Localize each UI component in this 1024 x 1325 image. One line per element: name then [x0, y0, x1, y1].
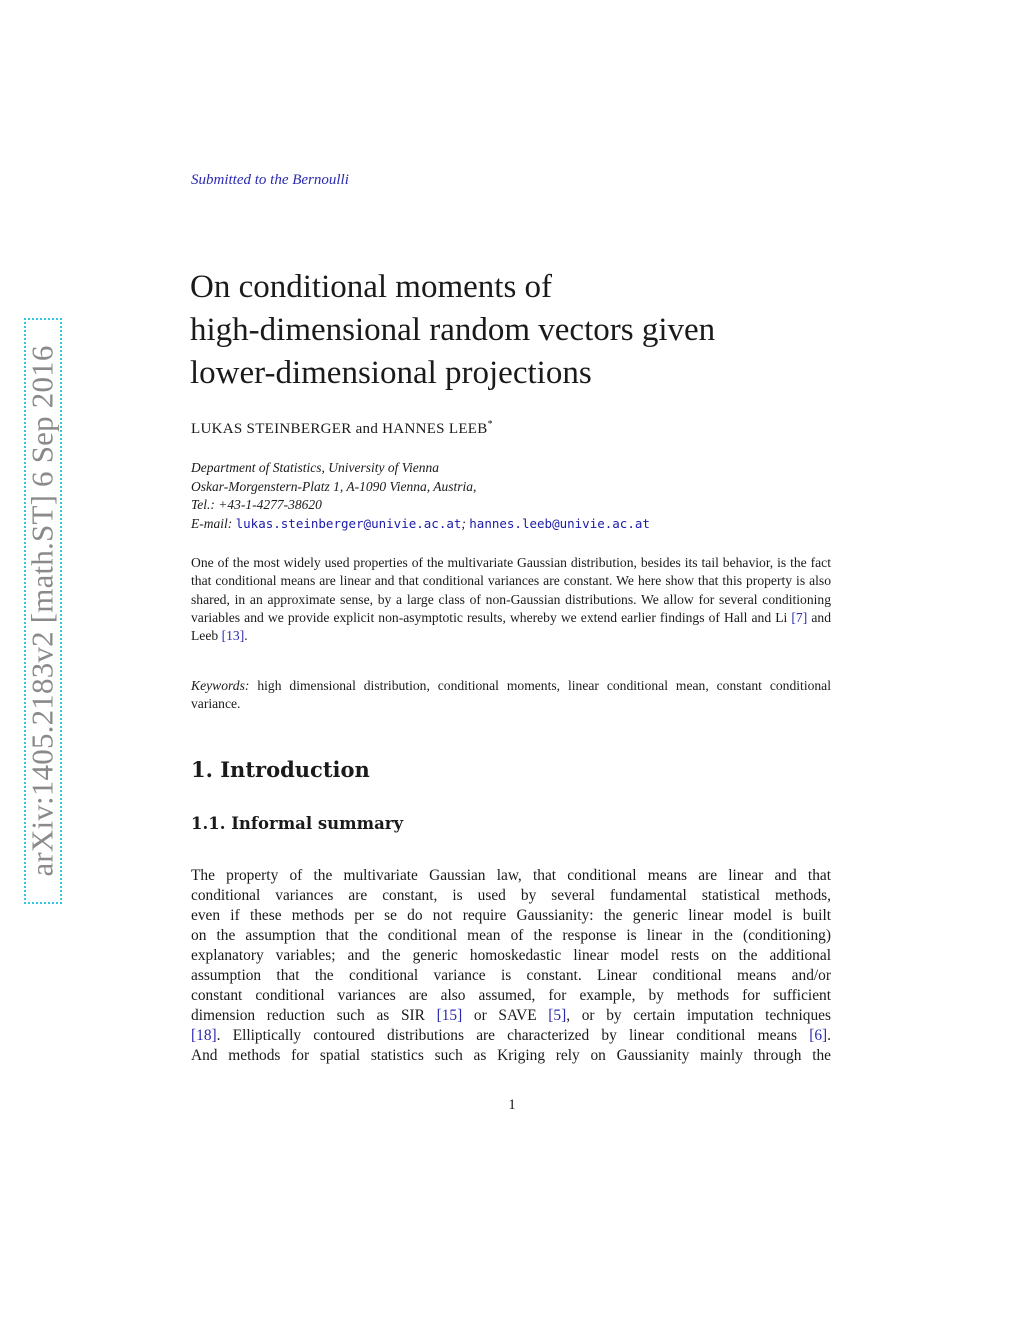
- submitted-note[interactable]: Submitted to the Bernoulli: [191, 172, 349, 188]
- citation-link[interactable]: [5]: [548, 1007, 567, 1024]
- affiliation-email-line: [191, 515, 650, 534]
- body-line: [191, 986, 831, 1006]
- abstract-text: .: [244, 628, 248, 644]
- affiliation-block: [191, 459, 650, 533]
- affiliation-address: Oskar-Morgenstern-Platz 1, A-1090 Vienna, Austria,: [191, 478, 477, 494]
- body-text-run: assumption that the conditional variance is constant. Linear conditional means and/or: [191, 967, 831, 984]
- body-text-run: , or by certain imputation techniques: [566, 1007, 831, 1024]
- body-line: [191, 926, 831, 946]
- title-line: high-dimensional random vectors given: [190, 312, 716, 348]
- author-list: [191, 419, 493, 438]
- body-line: [191, 906, 831, 926]
- body-line: [191, 966, 831, 986]
- citation-link[interactable]: [15]: [436, 1007, 463, 1024]
- abstract-text: and Leeb: [191, 609, 831, 644]
- paper-title: [190, 266, 830, 395]
- page-number: 1: [508, 1097, 516, 1113]
- citation-link[interactable]: [6]: [809, 1027, 828, 1044]
- body-line: [191, 1046, 831, 1066]
- email-link-steinberger[interactable]: lukas.steinberger@univie.ac.at: [235, 515, 462, 531]
- abstract-text: One of the most widely used properties of the multivariate Gaussian distribution, besides its tail behavior, is the fact that conditional means are linear and that conditional variances are constant. We here show that this property is also shared, in an approximate sense, by a large class of non-Gaussian distributions. We allow for several conditioning variables and we provide explicit non-asymptotic results, whereby we extend earlier findings of Hall and Li: [191, 555, 831, 625]
- email-link-leeb[interactable]: hannes.leeb@univie.ac.at: [469, 515, 650, 531]
- keywords-text: high dimensional distribution, conditional moments, linear conditional mean, constant conditional variance.: [191, 678, 831, 712]
- citation-link[interactable]: [18]: [191, 1027, 217, 1044]
- body-line: [191, 1026, 831, 1046]
- body-line: [191, 1006, 831, 1026]
- title-line: On conditional moments of: [190, 269, 553, 305]
- body-text-run: And methods for spatial statistics such as Kriging rely on Gaussianity mainly through the: [191, 1047, 831, 1064]
- abstract: [191, 554, 831, 645]
- body-line: [191, 866, 831, 886]
- citation-link[interactable]: [13]: [221, 628, 245, 644]
- body-paragraph: [191, 866, 831, 1066]
- keywords: [191, 677, 831, 714]
- body-text-run: on the assumption that the conditional mean of the response is linear in the (conditioning): [191, 927, 831, 944]
- body-text-run: The property of the multivariate Gaussian law, that conditional means are linear and that: [191, 867, 831, 884]
- arxiv-stamp-text: arXiv:1405.2183v2 [math.ST] 6 Sep 2016: [25, 345, 61, 877]
- body-text-run: or SAVE: [462, 1007, 549, 1024]
- section-heading: 1. Introduction: [191, 757, 370, 782]
- body-text-run: .: [827, 1027, 831, 1044]
- body-text-run: . Elliptically contoured distributions are characterized by linear conditional means: [216, 1027, 810, 1044]
- author-names: LUKAS STEINBERGER and HANNES LEEB: [191, 421, 488, 437]
- body-line: [191, 946, 831, 966]
- subsection-heading: 1.1. Informal summary: [191, 814, 404, 833]
- arxiv-stamp: [24, 318, 62, 904]
- keywords-label: Keywords:: [191, 678, 250, 693]
- title-line: lower-dimensional projections: [190, 355, 592, 391]
- author-footnote-mark[interactable]: *: [487, 419, 493, 430]
- body-text-run: explanatory variables; and the generic homoskedastic linear model rests on the additional: [191, 947, 831, 964]
- body-text-run: constant conditional variances are also assumed, for example, by methods for sufficient: [191, 987, 831, 1004]
- email-label: E-mail:: [191, 515, 233, 531]
- body-text-run: conditional variances are constant, is used by several fundamental statistical methods,: [191, 887, 831, 904]
- body-line: [191, 886, 831, 906]
- affiliation-phone: Tel.: +43-1-4277-38620: [191, 497, 322, 512]
- affiliation-department: Department of Statistics, University of Vienna: [191, 460, 439, 475]
- body-text-run: even if these methods per se do not require Gaussianity: the generic linear model is built: [191, 907, 831, 924]
- email-separator: ;: [461, 515, 466, 531]
- citation-link[interactable]: [7]: [791, 609, 808, 625]
- body-text-run: dimension reduction such as SIR: [191, 1007, 437, 1024]
